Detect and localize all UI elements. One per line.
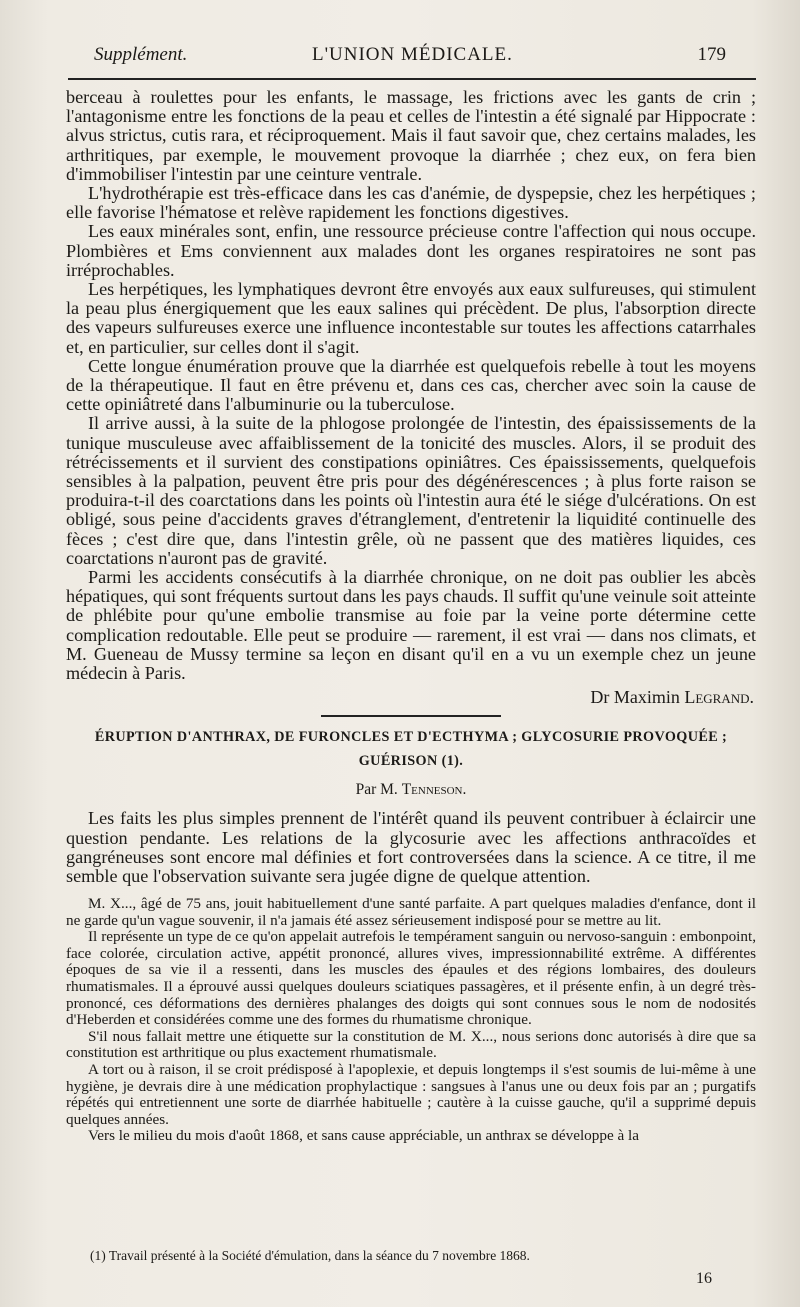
printer-signature-mark: 16 [696, 1270, 712, 1287]
signature-prefix: Dr Maximin [590, 687, 685, 708]
running-header [66, 44, 756, 74]
header-rule [68, 78, 756, 80]
section-divider [321, 715, 501, 717]
byline-prefix: Par M. [355, 781, 402, 799]
byline-author: Tenneson [401, 781, 463, 799]
article-intro: Les faits les plus simples prennent de l'intérêt quand ils peuvent contribuer à éclaircir une question pendante. Les relations de la glycosurie avec les affections anthracoïdes et gangréneuses sont encore mal définies et fort controversées dans la science. A ce titre, il me semble que l'observation suivante sera jugée digne de quelque attention. [66, 808, 756, 886]
article-byline [66, 781, 756, 799]
paragraph: Les herpétiques, les lymphatiques devront être envoyés aux eaux sulfureuses, qui stimulent la peau plus énergiquement que les eaux salines qui précèdent. De plus, l'absorption directe des vapeurs sulfureuses exerce une influence incontestable sur toutes les affections catarrhales et, en particulier, sur celles dont il s'agit. [66, 279, 756, 357]
paragraph: Parmi les accidents consécutifs à la diarrhée chronique, on ne doit pas oublier les abcès hépatiques, qui sont fréquents surtout dans les pays chauds. Il suffit qu'une veinule soit atteinte de phlébite pour qu'une embolie transmise au foie par la veine porte détermine cette complication redoutable. Elle peut se produire — rarement, il est vrai — dans nos climats, et M. Gueneau de Mussy termine sa leçon en disant qu'il en a vu un exemple chez un jeune médecin à Paris. [66, 567, 756, 684]
paragraph: Cette longue énumération prouve que la diarrhée est quelquefois rebelle à tout les moyens de la thérapeutique. Il faut en être prévenu et, dans ces cas, chercher avec soin la cause de cette opiniâtreté dans l'albuminurie ou la tuberculose. [66, 355, 756, 415]
footnote: (1) Travail présenté à la Société d'émulation, dans la séance du 7 novembre 1868. [90, 1248, 530, 1263]
paragraph: berceau à roulettes pour les enfants, le massage, les frictions avec les gants de crin ; l'antagonisme entre les fonctions de la peau et celles de l'intestin a été signalé par Hippocrate : alvus strictus, cutis rara, et réciproquement. Mais il faut savoir que, chez certains malades, les arthritiques, par exemple, le mouvement provoque la diarrhée ; chez eux, on fera bien d'immobiliser l'intestin par une ceinture ventrale. [66, 87, 756, 184]
observation-paragraph: S'il nous fallait mettre une étiquette sur la constitution de M. X..., nous serions donc autorisés à dire que sa constitution est arthritique ou plus exactement rhumatismale. [66, 1027, 756, 1062]
observation-paragraph: Il représente un type de ce qu'on appelait autrefois le tempérament sanguin ou nervoso-sanguin : embonpoint, face colorée, circulation active, appétit prononcé, allures vives, impressionnabilité extrême. A différentes époques de sa vie il a ressenti, dans les muscles des épaules et des régions lombaires, des douleurs rhumatismales. Il a éprouvé aussi quelques douleurs sciatiques passagères, et il présente enfin, à un degré très-prononcé, ces déformations des dernières phalanges des doigts qui sont connues sous le nom de nodosités d'Heberden et considérées comme une des formes du rhumatisme chronique. [66, 928, 756, 1029]
byline-suffix: . [462, 781, 467, 799]
paragraph: Les eaux minérales sont, enfin, une ressource précieuse contre l'affection qui nous occupe. Plombières et Ems conviennent aux malades dont les organes respiratoires ne sont pas irréprochables. [66, 221, 756, 280]
paragraph: Il arrive aussi, à la suite de la phlogose prolongée de l'intestin, des épaississements de la tunique musculeuse avec affaiblissement de la tonicité des muscles. Alors, il se produit des rétrécissements et il survient des constipations opiniâtres. Ces épaississements, quelquefois sensibles à la palpation, peuvent être pris pour des dégénérescences ; à plus forte raison se produira-t-il des coarctations dans les points où l'intestin aura été le siége d'ulcérations. On est obligé, sous peine d'accidents graves d'étranglement, d'entretenir la liquidité continuelle des fèces ; c'est dire que, dans l'intestin grêle, où ne passent que des matières liquides, ces coarctations n'auront pas de gravité. [66, 413, 756, 568]
observation-paragraph: Vers le milieu du mois d'août 1868, et sans cause appréciable, un anthrax se développe à la [88, 1127, 639, 1145]
article-title-line1: ÉRUPTION D'ANTHRAX, DE FURONCLES ET D'ECTHYMA ; GLYCOSURIE PROVOQUÉE ; [94, 729, 728, 746]
page-body [66, 88, 756, 1145]
signature-suffix: . [749, 687, 754, 708]
header-section: Supplément. [94, 44, 188, 65]
author-signature [66, 687, 754, 707]
paragraph: L'hydrothérapie est très-efficace dans les cas d'anémie, de dyspepsie, chez les herpétiques ; elle favorise l'hématose et relève rapidement les fonctions digestives. [66, 183, 756, 223]
observation-paragraph: M. X..., âgé de 75 ans, jouit habituellement d'une santé parfaite. A part quelques maladies d'enfance, dont il ne garde qu'un vague souvenir, il n'a jamais été assez sérieusement indisposé pour se mettre au lit. [66, 895, 756, 929]
article-title [66, 725, 756, 773]
signature-name: Legrand [684, 687, 750, 708]
page-number: 179 [697, 44, 726, 65]
observation-paragraph: A tort ou à raison, il se croit prédisposé à l'apoplexie, et depuis longtemps il s'est soumis de lui-même à une hygiène, je devrais dire à une médication prophylactique : sangsues à l'anus une ou deux fois par an ; purgatifs répétés qui entretiennent une sorte de diarrhée habituelle ; cautère à la cuisse gauche, qu'il a supprimé depuis quelques années. [66, 1061, 756, 1128]
article-title-line2: GUÉRISON (1). [358, 753, 464, 770]
journal-title: L'UNION MÉDICALE. [312, 44, 513, 65]
